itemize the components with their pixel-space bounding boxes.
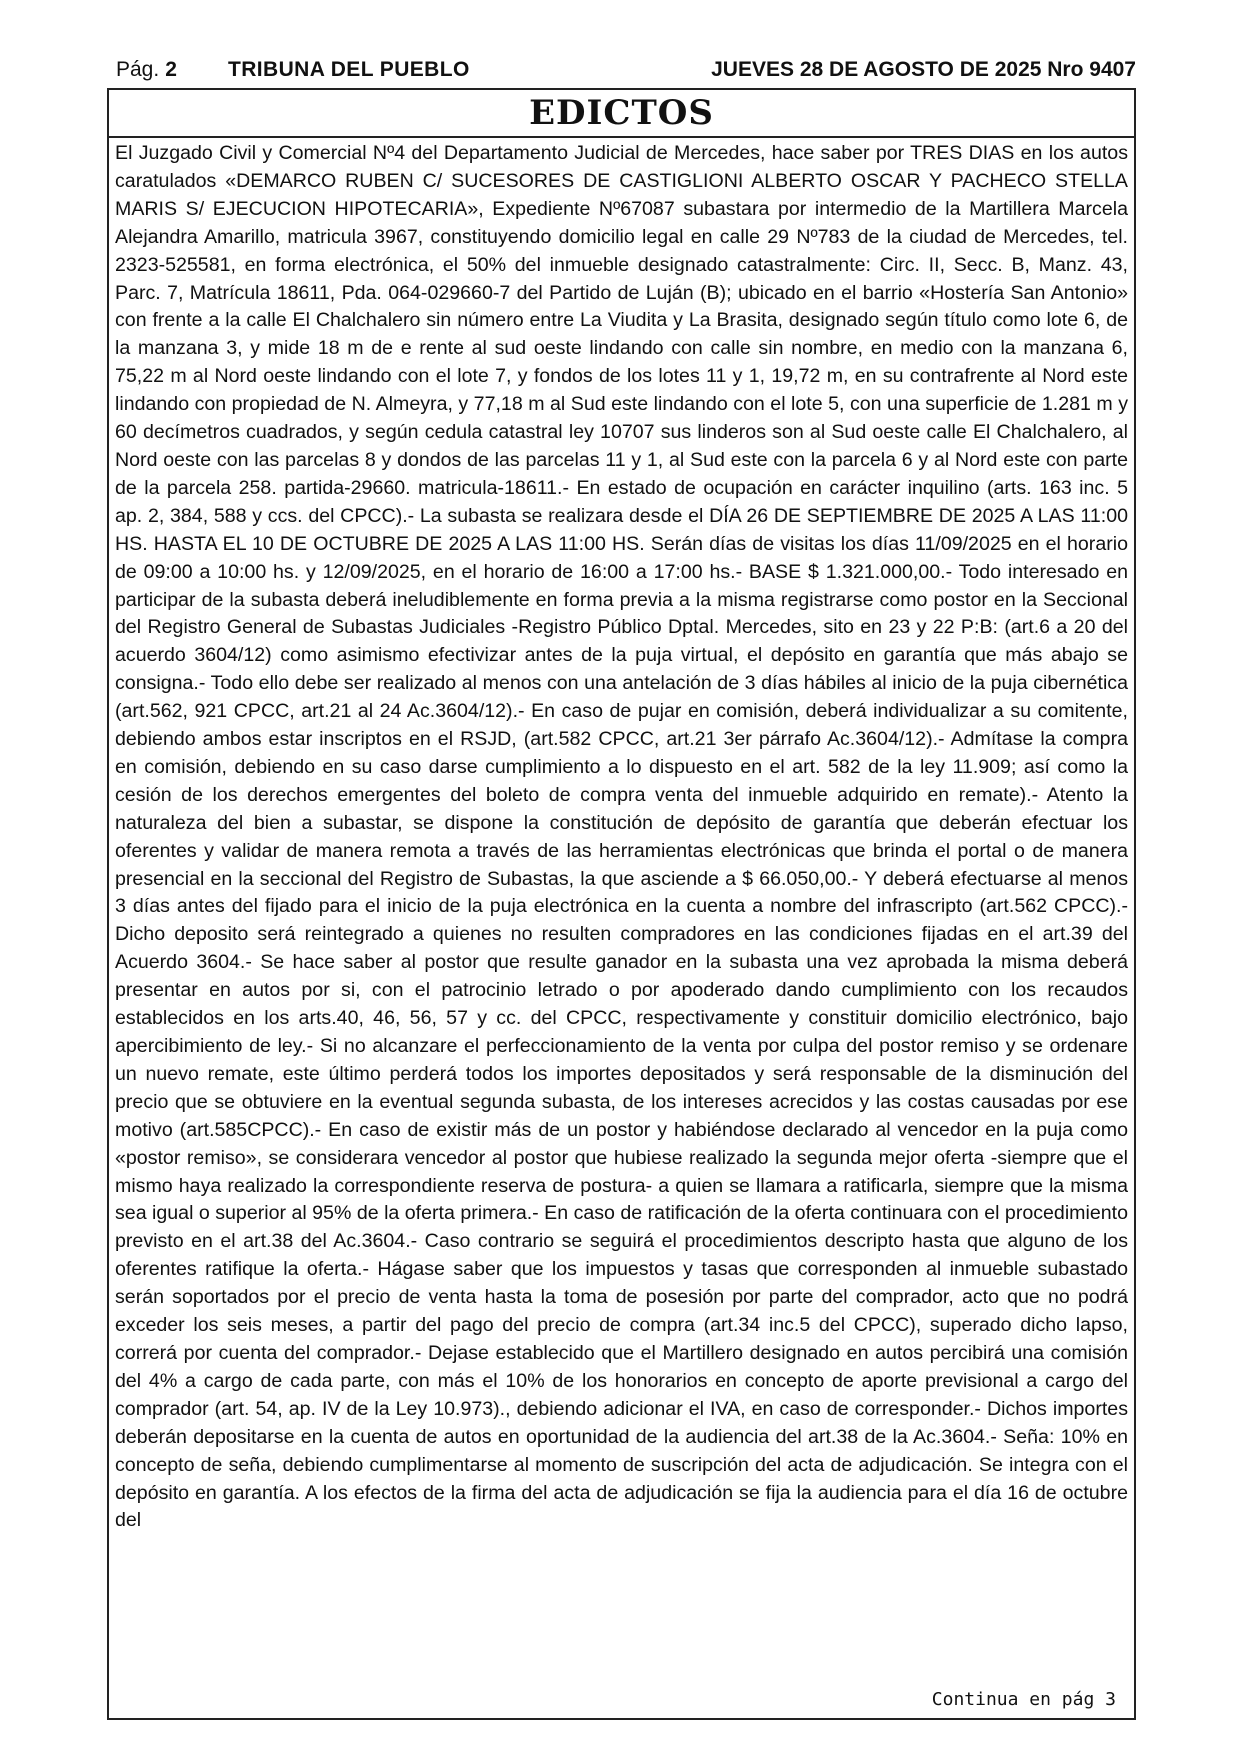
page-label: Pág. <box>116 58 160 81</box>
continued-note: Continua en pág 3 <box>931 1689 1116 1710</box>
edicts-frame <box>107 88 1136 1720</box>
page-number: 2 <box>165 58 177 81</box>
page-header <box>110 58 1136 90</box>
page-indicator <box>116 58 177 82</box>
edict-body: El Juzgado Civil y Comercial Nº4 del Departamento Judicial de Mercedes, hace saber por TRES DIAS en los autos caratulados «DEMARCO RUBEN C/ SUCESORES DE CASTIGLIONI ALBERTO OSCAR Y PACHECO STELLA MARIS S/ EJECUCION HIPOTECARIA», Expediente Nº67087 subastara por intermedio de la Martillera Marcela Alejandra Amarillo, matricula 3967, constituyendo domicilio legal en calle 29 Nº783 de la ciudad de Mercedes, tel. 2323-525581, en forma electrónica, el 50% del inmueble designado catastralmente: Circ. II, Secc. B, Manz. 43, Parc. 7, Matrícula 18611, Pda. 064-029660-7 del Partido de Luján (B); ubicado en el barrio «Hostería San Antonio» con frente a la calle El Chalchalero sin número entre La Viudita y La Brasita, designado según título como lote 6, de la manzana 3, y mide 18 m de e rente al sud oeste lindando con calle sin nombre, en medio con la manzana 6, 75,22 m al Nord oeste lindando con el lote 7, y fondos de los lotes 11 y 1, 19,72 m, en su contrafrente al Nord este lindando con propiedad de N. Almeyra, y 77,18 m al Sud este lindando con el lote 5, con una superficie de 1.281 m y 60 decímetros cuadrados, y según cedula catastral ley 10707 sus linderos son al Sud oeste calle El Chalchalero, al Nord oeste con las parcelas 8 y dondos de las parcelas 11 y 1, al Sud este con la parcela 6 y al Nord este con parte de la parcela 258. partida-29660. matricula-18611.- En estado de ocupación en carácter inquilino (arts. 163 inc. 5 ap. 2, 384, 588 y ccs. del CPCC).- La subasta se realizara desde el DÍA 26 DE SEPTIEMBRE DE 2025 A LAS 11:00 HS. HASTA EL 10 DE OCTUBRE DE 2025 A LAS 11:00 HS. Serán días de visitas los días 11/09/2025 en el horario de 09:00 a 10:00 hs. y 12/09/2025, en el horario de 16:00 a 17:00 hs.- BASE $ 1.321.000,00.- Todo interesado en participar de la subasta deberá ineludiblemente en forma previa a la misma registrarse como postor en la Seccional del Registro General de Subastas Judiciales -Registro Público Dptal. Mercedes, sito en 23 y 22 P:B: (art.6 a 20 del acuerdo 3604/12) como asimismo efectivizar antes de la puja virtual, el depósito en garantía que más abajo se consigna.- Todo ello debe ser realizado al menos con una antelación de 3 días hábiles al inicio de la puja cibernética (art.562, 921 CPCC, art.21 al 24 Ac.3604/12).- En caso de pujar en comisión, deberá individualizar a su comitente, debiendo ambos estar inscriptos en el RSJD, (art.582 CPCC, art.21 3er párrafo Ac.3604/12).- Admítase la compra en comisión, debiendo en su caso darse cumplimiento a lo dispuesto en el art. 582 de la ley 11.909; así como la cesión de los derechos emergentes del boleto de compra venta del inmueble adquirido en remate).- Atento la naturaleza del bien a subastar, se dispone la constitución de depósito de garantía que deberán efectuar los oferentes y validar de manera remota a través de las herramientas electrónicas que brinda el portal o de manera presencial en la seccional del Registro de Subastas, la que asciende a $ 66.050,00.- Y deberá efectuarse al menos 3 días antes del fijado para el inicio de la puja electrónica en la cuenta a nombre del infrascripto (art.562 CPCC).- Dicho deposito será reintegrado a quienes no resulten compradores en las condiciones fijadas en el art.39 del Acuerdo 3604.- Se hace saber al postor que resulte ganador en la subasta una vez aprobada la misma deberá presentar en autos por si, con el patrocinio letrado o por apoderado dando cumplimiento con los recaudos establecidos en los arts.40, 46, 56, 57 y cc. del CPCC, respectivamente y constituir domicilio electrónico, bajo apercibimiento de ley.- Si no alcanzare el perfeccionamiento de la venta por culpa del postor remiso y se ordenare un nuevo remate, este último perderá todos los importes depositados y será responsable de la disminución del precio que se obtuviere en la eventual segunda subasta, de los intereses acrecidos y las costas causadas por ese motivo (art.585CPCC).- En caso de existir más de un postor y habiéndose declarado al vencedor en la puja como «postor remiso», se considerara vencedor al postor que hubiese realizado la segunda mejor oferta -siempre que el mismo haya realizado la correspondiente reserva de postura- a quien se llamara a ratificarla, siempre que la misma sea igual o superior al 95% de la oferta primera.- En caso de ratificación de la oferta continuara con el procedimiento previsto en el art.38 del Ac.3604.- Caso contrario se seguirá el procedimientos descripto hasta que alguno de los oferentes ratifique la oferta.- Hágase saber que los impuestos y tasas que corresponden al inmueble subastado serán soportados por el precio de venta hasta la toma de posesión por parte del comprador, acto que no podrá exceder los seis meses, a partir del pago del precio de compra (art.34 inc.5 del CPCC), superado dicho lapso, correrá por cuenta del comprador.- Dejase establecido que el Martillero designado en autos percibirá una comisión del 4% a cargo de cada parte, con más el 10% de los honorarios en concepto de aporte previsional a cargo del comprador (art. 54, ap. IV de la Ley 10.973)., debiendo adicionar el IVA, en caso de corresponder.- Dichos importes deberán depositarse en la cuenta de autos en oportunidad de la audiencia del art.38 de la Ac.3604.- Seña: 10% en concepto de seña, debiendo cumplimentarse al momento de suscripción del acta de adjudicación. Se integra con el depósito en garantía. A los efectos de la firma del acta de adjudicación se fija la audiencia para el día 16 de octubre del <box>115 142 1128 1532</box>
newspaper-name: TRIBUNA DEL PUEBLO <box>228 58 470 81</box>
section-title: EDICTOS <box>109 90 1134 138</box>
issue-date: JUEVES 28 DE AGOSTO DE 2025 Nro 9407 <box>711 58 1136 81</box>
